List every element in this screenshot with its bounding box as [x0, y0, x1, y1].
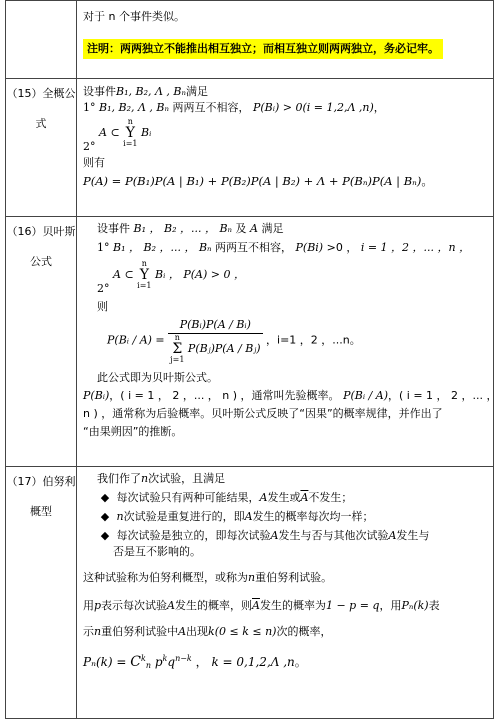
formula: $\overline{A}$ — [252, 598, 260, 612]
formula: A — [167, 598, 175, 612]
text: 发生的概率，则 — [175, 598, 252, 612]
formula: k(0 ≤ k ≤ n) — [208, 624, 277, 638]
text: 。 — [421, 173, 433, 188]
fraction-numerator: P(Bᵢ)P(A / Bᵢ) — [168, 317, 262, 334]
row-label: （17）伯努利概型 — [6, 467, 77, 719]
row-label: （15）全概公式 — [6, 79, 77, 217]
text: 每次试验只有两种可能结果， — [116, 490, 260, 504]
text: 出现 — [186, 624, 209, 638]
formula: $\overline{A}$ — [300, 490, 309, 504]
formula: ， P(A) > 0 ， — [168, 267, 245, 281]
text: 表示每次试验 — [101, 598, 168, 612]
text: 示 — [83, 624, 94, 638]
text: 。 — [294, 654, 307, 669]
text: ，( i = 1 ， 2 ，... ， — [388, 388, 498, 402]
text: 设事件 — [97, 222, 130, 235]
formula: Pₙ(k) — [401, 598, 429, 612]
formula: k — [141, 653, 146, 663]
text: 这种试验称为伯努利概型，或称为 — [83, 570, 248, 584]
formula: n−k — [175, 653, 192, 663]
text: 两两互不相容， — [172, 100, 250, 114]
table-row — [6, 79, 494, 217]
text: “由果朔因”的推断。 — [83, 424, 183, 438]
text: 此公式即为贝叶斯公式。 — [97, 370, 218, 384]
text: 发生的概率每次均一样； — [252, 509, 374, 523]
text: 发生与否与其他次试验 — [278, 528, 389, 542]
bullet-diamond-icon: ◆ — [100, 490, 110, 504]
text: 发生的概率为 — [259, 598, 326, 612]
formula: n — [116, 509, 124, 523]
formula: Bᵢ — [155, 267, 166, 281]
union-symbol: n Y i=1 — [137, 258, 152, 290]
fraction-denominator: P(Bⱼ)P(A / Bⱼ) — [187, 341, 261, 355]
formula: P(Bᵢ) — [83, 388, 110, 402]
text: 不发生； — [308, 490, 353, 504]
text: 次试验是重复进行的，即 — [123, 509, 245, 523]
text: >0 ， — [326, 240, 358, 254]
highlight-note: 注明：两两独立不能推出相互独立；而相互独立则两两独立，务必记牢。 — [83, 39, 443, 59]
text: n ) ，通常称为后验概率。贝叶斯公式反映了“因果”的概率规律，并作出了 — [83, 406, 443, 420]
formula: P(Bᵢ) > 0(i = 1,2,Λ ,n) — [252, 100, 374, 114]
formula: B₁, B₂, Λ , Bₙ — [99, 100, 169, 114]
formula: A ⊂ — [113, 267, 134, 281]
formula: q — [167, 654, 176, 669]
bayes-fraction — [168, 317, 262, 364]
formula: A — [259, 490, 268, 504]
sum-symbol: n Σ j=1 — [170, 332, 185, 364]
row-content — [77, 1, 494, 79]
formula: Pₙ(k) = — [83, 654, 127, 669]
formula: A — [388, 528, 397, 542]
formula: B₁ ， B₂ ，... ， Bₙ — [133, 222, 233, 235]
text: ， — [195, 654, 208, 669]
formula: k — [162, 653, 168, 663]
text: 及 — [235, 222, 247, 235]
text: 发生与 — [396, 528, 430, 542]
table-row — [6, 217, 494, 467]
formula: A — [244, 509, 253, 523]
text: ，i=1 ，2 ，...n。 — [266, 333, 361, 347]
formula-table — [5, 0, 498, 719]
text: ，( i = 1 ， 2 ，... ， n ) ，通常叫先验概率。 — [109, 388, 340, 402]
text: 每次试验是独立的，即每次试验 — [116, 528, 271, 542]
row-content — [77, 79, 494, 217]
text: 满足 — [261, 222, 284, 235]
text-line: 对于 n 个事件类似。 — [83, 10, 185, 23]
text: 1° — [97, 240, 110, 254]
text: 设事件 — [83, 85, 116, 98]
text: ，用 — [379, 598, 402, 612]
text: 用 — [83, 598, 94, 612]
text: ， — [373, 100, 385, 114]
text: 我们作了 — [97, 472, 141, 485]
formula: B₁, B₂, Λ , Bₙ — [116, 85, 186, 98]
table-row — [6, 467, 494, 719]
union-symbol: n Y i=1 — [123, 116, 138, 148]
text: 则有 — [83, 155, 105, 169]
formula: n — [248, 570, 256, 584]
formula: A — [178, 624, 187, 638]
formula: k = 0,1,2,Λ ,n — [211, 654, 295, 669]
text: 则 — [97, 299, 108, 313]
formula: P(Bᵢ / A) = — [107, 333, 165, 347]
formula: A ⊂ — [99, 125, 120, 139]
formula: A — [250, 222, 258, 235]
text: 1° — [83, 100, 96, 114]
text: 重伯努利试验。 — [255, 570, 333, 584]
bullet-diamond-icon: ◆ — [100, 509, 110, 523]
row-label: （16）贝叶斯公式 — [6, 217, 77, 467]
row-label — [6, 1, 77, 79]
formula: n — [94, 624, 102, 638]
total-probability-formula: P(A) = P(B₁)P(A | B₁) + P(B₂)P(A | B₂) + Λ + P(Bₙ)P(A | Bₙ) — [83, 173, 422, 188]
text: 满足 — [185, 85, 208, 98]
text: 发生或 — [267, 490, 301, 504]
text: 重伯努利试验中 — [101, 624, 179, 638]
formula: B₁ ， B₂ ，... ， Bₙ — [113, 240, 212, 254]
formula: p — [94, 598, 102, 612]
formula: 1 − p = q — [325, 598, 380, 612]
formula: Bᵢ — [141, 125, 152, 139]
text: 2° — [83, 139, 96, 153]
text: 否是互不影响的。 — [113, 544, 201, 558]
bullet-diamond-icon: ◆ — [100, 528, 110, 542]
formula: P(Bi) — [295, 240, 324, 254]
text: 2° — [97, 281, 110, 295]
table-row — [6, 1, 494, 79]
formula: n — [141, 472, 149, 485]
formula: P(Bᵢ / A) — [343, 388, 388, 402]
row-content — [77, 217, 498, 467]
formula: A — [270, 528, 279, 542]
row-content — [77, 467, 494, 719]
formula: i = 1 ，2 ，... ，n ， — [360, 240, 471, 254]
text: 两两互不相容， — [215, 240, 293, 254]
text: 次的概率， — [276, 624, 332, 638]
formula: C — [130, 653, 141, 670]
text: 次试验，且满足 — [148, 472, 226, 485]
formula: n — [145, 660, 152, 670]
formula: p — [154, 654, 163, 669]
text: 表 — [428, 598, 440, 612]
